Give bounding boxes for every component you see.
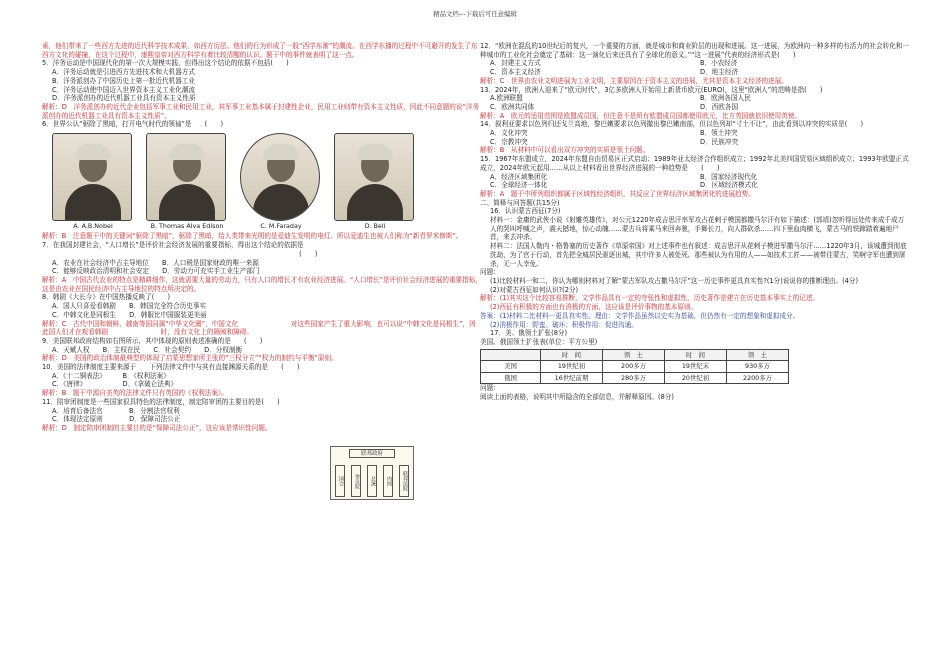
- option-text: B．领土冲突: [700, 129, 738, 138]
- right-column: [480, 42, 910, 401]
- paragraph: 问题：: [480, 268, 500, 277]
- diagram-box: 总统: [367, 465, 377, 497]
- portrait-figure: [52, 133, 134, 230]
- paragraph: 15．1967年东盟成立，2024年东盟自由贸易区正式启动；1989年亚太经济合作组织成立；1992年北美四国贸易区域组织成立；1993年欧盟正式成立，2024年欧元起用……从以上材料看出世界经济进展的一种趋势是 ( ): [480, 155, 909, 172]
- portrait-figure: [146, 133, 228, 230]
- paragraph: 9．美国联邦政府结构如右图所示，其中体现的原则表述准确的是 ( ): [42, 336, 263, 345]
- table-body: [481, 361, 789, 384]
- paragraph: [480, 94, 910, 103]
- paragraph: 材料一：金庸的武侠小说《射雕英雄传》，对公元1220年成吉思汗率军攻占花剌子模国都撒马尔汗有如下描述：(郭靖)忽听得远处传来成千成万人的哭叫呼喊之声，震天撼地，惊心动魄……蒙古兵将乘马来回奔驰，手舞长刀，向人群砍杀……四下里血肉横飞，蒙古马的铁蹄踏着遍地尸首，来去冲杀。: [490, 216, 905, 242]
- paragraph: 素，他们带来了一些西方先进的近代科学技术成果，如西方历法。他们的行为形成了一股“西学东渐”的潮流。在西学东播的过程中不可避开的发生了东西方文化的碰撞，在这个过程中，康熙皇帝对西方科学有着比较清醒的认识。题干中的事件就表明了这一点。: [42, 42, 478, 59]
- paragraph: 解析：D 洋务派创办的近代企业包括军事工业和民用工业，其军事工业基本属于封建性企业，民用工业则带有资本主义性质，因此不同意题的说“洋务派创办的近代机器工业具有资本主义性质”。: [42, 102, 480, 120]
- option-text: C．欧洲共同体: [490, 102, 535, 111]
- left-text-block-2: [42, 232, 482, 432]
- paragraph: C．《唐律》 D．《拿破仑法典》: [52, 380, 178, 389]
- paragraph: 解析：(1)其实这个比较容易推断，文学作品具有一定的夸张性和虚拟性，历史著作是建立在历史基本事实上的记述。: [480, 294, 820, 303]
- right-text-block: [480, 42, 910, 347]
- table-header-cell: 时 间: [541, 349, 603, 360]
- option-text: D．西欧各国: [700, 102, 739, 111]
- table-header-cell: 时 间: [665, 349, 727, 360]
- federal-structure-diagram: [330, 446, 414, 500]
- paragraph: C．能够反映政治清明和社会安定 D．劳动力可充实手工业生产部门: [52, 267, 260, 276]
- table-cell: 16世纪前期: [541, 372, 603, 383]
- portrait-figure: [240, 133, 322, 230]
- paragraph: 11．陪审团制度是一些国家很具特色的法律制度，制定陪审团的主要目的是( ): [42, 397, 280, 406]
- portrait-image: [52, 133, 132, 221]
- table-cell: 280多万: [603, 372, 665, 383]
- paragraph: A．农业在社会经济中占主导地位 B．人口税是国家财政的唯一来源: [52, 258, 259, 267]
- portrait-caption: B. Thomas Alva Edison: [150, 222, 224, 231]
- paragraph: 5．洋务运动是中国现代化的第一次大规模实践，但得出这个结论的依据不包括( ): [42, 59, 289, 68]
- paragraph: [480, 59, 910, 68]
- table-cell: 2200多万: [727, 372, 789, 383]
- paragraph: (2)对蒙古西征如何认识?(2分): [490, 285, 579, 294]
- portrait-image: [146, 133, 226, 221]
- portrait-figure: [334, 133, 416, 230]
- table-cell: 19世纪初: [541, 361, 603, 372]
- page-header: 精品文档---下载后可任意编辑: [433, 10, 517, 18]
- diagram-box: 国会: [335, 465, 345, 497]
- portrait-caption: D. Bell: [364, 222, 386, 231]
- portrait-image: [334, 133, 414, 221]
- table-header-row: [481, 349, 789, 360]
- diagram-box: 内阁: [383, 465, 393, 497]
- option-text: D．地主经济: [700, 68, 739, 77]
- paragraph: 解析：B 题干中源自美英的法律文件只有英国的《权利法案》。: [42, 389, 228, 398]
- paragraph: 10．美国的法律制度主要来源于 下列法律文件中与其有直接渊源关系的是 ( ): [42, 363, 300, 372]
- table-cell: 19世纪末: [665, 361, 727, 372]
- paragraph: A．洋务运动就是引进西方先进技术和大机器方式: [52, 68, 195, 77]
- paragraph: [480, 68, 910, 77]
- paragraph: (2)消极作用：野蛮、破坏；积极作用：促进沟通。: [490, 320, 638, 329]
- table-header-cell: 领 土: [727, 349, 789, 360]
- diagram-box: 联邦法院: [399, 465, 409, 497]
- paragraph: 7．在我国封建社会，“人口增长”是评价社会经济发展的重要指标，得出这个结论的依据是: [42, 241, 304, 250]
- option-text: B．欧洲各国人民: [700, 94, 751, 103]
- portrait-row: [52, 133, 482, 230]
- left-column: [42, 42, 482, 433]
- option-text: C．资本主义经济: [490, 68, 541, 77]
- paragraph: C．洋务运动使中国迈入世界资本主义工业化潮流: [52, 85, 196, 94]
- paragraph: (2)西征有积极的方面也有消极的方面，这应该是评价事物的基本原则。: [490, 303, 698, 312]
- table-cell: 美国: [481, 361, 541, 372]
- paragraph: 14．叙利亚要求以色列归还戈兰高地，黎巴嫩要求以色列撤出黎巴嫩南部，但以色列却“寸土不让”，由此看到以冲突的实质是( ): [480, 120, 864, 129]
- table-row: [481, 372, 789, 383]
- option-text: D．民族冲突: [700, 137, 739, 146]
- table-cell: 930多万: [727, 361, 789, 372]
- paragraph: 问题：: [480, 383, 500, 392]
- paragraph: D．洋务派创办的近代机器工业具有资本主义性质: [52, 94, 196, 103]
- diagram-top-box: 联邦政府: [349, 449, 395, 458]
- option-text: C．全球经济一体化: [490, 181, 548, 190]
- paragraph: 解析：D 制定陪审团制的主要目的是“保障司法公正”，这应该是常识性问题。: [42, 423, 272, 432]
- table-row: [481, 361, 789, 372]
- right-text-block-2: [480, 384, 910, 401]
- option-text: A.欧洲联盟: [490, 94, 523, 103]
- paragraph: 17．美、俄领土扩张(8分): [490, 329, 568, 338]
- paragraph: 8．韩剧《大长今》在中国热播反映了( ): [42, 293, 171, 302]
- paragraph: 解析：C 世界由农业文明进展为工业文明，主要原因在于资本主义的进展，尤其是资本主义经济的进展。: [480, 76, 788, 85]
- table-cell: 200多万: [603, 361, 665, 372]
- paragraph: 解析：A 欧元的适用范围是欧盟成员国，但注意不是所有欧盟成员国都使用欧元，比方英国就依旧使用英镑。: [480, 111, 802, 120]
- territory-table: [480, 349, 789, 384]
- option-text: A．经济区域集团化: [490, 172, 548, 181]
- paragraph: 16．认识蒙古西征(7分): [490, 207, 561, 216]
- paragraph: 二、简释与问答题(共15分): [480, 198, 560, 207]
- paragraph: [480, 129, 910, 138]
- paragraph: A．国人只喜爱看韩剧 B．韩国完全符合历史事实: [52, 302, 207, 311]
- paragraph: 解析：B 从材料中可以看出双方冲突的实质是领土问题。: [480, 146, 650, 155]
- option-text: D．区域经济模式化: [700, 181, 758, 190]
- option-text: B．小农经济: [700, 59, 738, 68]
- option-text: C．宗教冲突: [490, 137, 528, 146]
- paragraph: 13．2024年，欧洲人迎来了“欧元时代”，3亿多欧洲人开始用上新货币欧元(EURO)，这里“欧洲人”的范畴是指( ): [480, 85, 823, 94]
- paragraph: A．《十二铜表法》 B．《权利法案》: [52, 371, 170, 380]
- table-cell: 20世纪初: [665, 372, 727, 383]
- paragraph: [480, 173, 910, 182]
- table-header-cell: 领 土: [603, 349, 665, 360]
- paragraph: C．体现法定原则 D．保障司法公正: [52, 415, 181, 424]
- paragraph: 解析：C 古代中国和朝鲜、越南等国同属“中华文化圈”，中国文化 对这些国家产生了重大影响，也可以说“中韩文化是同根生”，因此国人们才在观看韩剧 时，没有文化上的隔阂和障碍。: [42, 319, 476, 337]
- paragraph: 12．“欧洲在混乱的10世纪后的复兴，一个重要的方面，就是城市和商业阶层的出现和进展。这一进展，为欧洲向一种多样的有活力的社会转化和一种城市的工业化社会奠定了基础：这一演化后来还具有了全球化的意义。”“这一进展”代表的经济形式是( ): [480, 42, 910, 59]
- paragraph: 解析：A 中国古代农业的特点是精耕细作，这就需要大量的劳动力，只有人口的增长才有农业经济进展。“人口增长”是评价社会经济进展的重要指标，这是由农业在国民经济中占主导地位的特点所决定的。: [42, 276, 482, 293]
- paragraph: 解析：D 美国的政治体制最典型的体现了启蒙思想家所主张的“三权分立”“权力的制约与平衡”原则。: [42, 354, 338, 363]
- paragraph: [480, 181, 910, 190]
- paragraph: 解析：A 题干中所列组织都属于区域性经济组织，其反应了世界经济区域集团化的进展趋势。: [480, 189, 755, 198]
- paragraph: A．天赋人权 B．主权在民 C．社会契约 D．分权制衡: [52, 345, 243, 354]
- left-text-block: [42, 42, 482, 129]
- paragraph: B．洋务派创办了中国历史上第一批近代机器工业: [52, 76, 195, 85]
- option-text: A．封建主义方式: [490, 59, 541, 68]
- portrait-caption: C. M.Faraday: [260, 222, 302, 231]
- paragraph: ( ): [42, 249, 318, 258]
- paragraph: [480, 103, 910, 112]
- paragraph: 美国、俄国领土扩张表(单位：平方公里): [480, 337, 598, 346]
- table-header-cell: [481, 349, 541, 360]
- paragraph: 阅读上面的表格，说明其中所隐含的全部信息，并解释原因。(8分): [480, 392, 674, 401]
- paragraph: A．培育后备法官 B．分割法官权利: [52, 406, 180, 415]
- paragraph: C．中韩文化是同根生 D．韩服比中国服装更美丽: [52, 310, 207, 319]
- paragraph: 解析：B 注意题干中的关键词“驱除了黑暗”，驱除了黑暗，给人类带来光明的是爱迪生发明的电灯。所以爱迪生也被人们称为“新青罗米修斯”。: [42, 232, 463, 241]
- option-text: A．文化冲突: [490, 129, 528, 138]
- diagram-box: 参议院: [351, 465, 361, 497]
- portrait-image: [240, 133, 320, 221]
- table-cell: 俄国: [481, 372, 541, 383]
- option-text: B．国家经济现代化: [700, 172, 758, 181]
- portrait-caption: A. A.B.Nobel: [73, 222, 113, 231]
- paragraph: 答案：(1)材料二比材料一更具真实性。理由：文学作品虽然以史实为基础，但仍然有一定的想象和虚拟成分。: [480, 311, 800, 320]
- paragraph: 6．世界公认“驱除了黑暗，打开电气时代的领袖”是 ( ): [42, 120, 224, 129]
- paragraph: 材料二：法国人勒内・格鲁塞的历史著作《草原帝国》对上述事件也有叙述：成吉思汗从花剌子模进军撒马尔汗……1220年3月，该城遭到彻底洗劫，为了官于行动，首先把全城居民驱逐出城，其中许多人被处死。那些被认为有用的人——如技术工匠——被带往蒙古，笑啊守军也遭到屠杀，无一人幸免。: [490, 242, 907, 268]
- paragraph: (1)比较材料一和二，你认为哪则材料对了解“蒙古军队攻占撒马尔汗”这一历史事件更具真实性?(1分)说说你的推断理由。(4分): [490, 276, 859, 285]
